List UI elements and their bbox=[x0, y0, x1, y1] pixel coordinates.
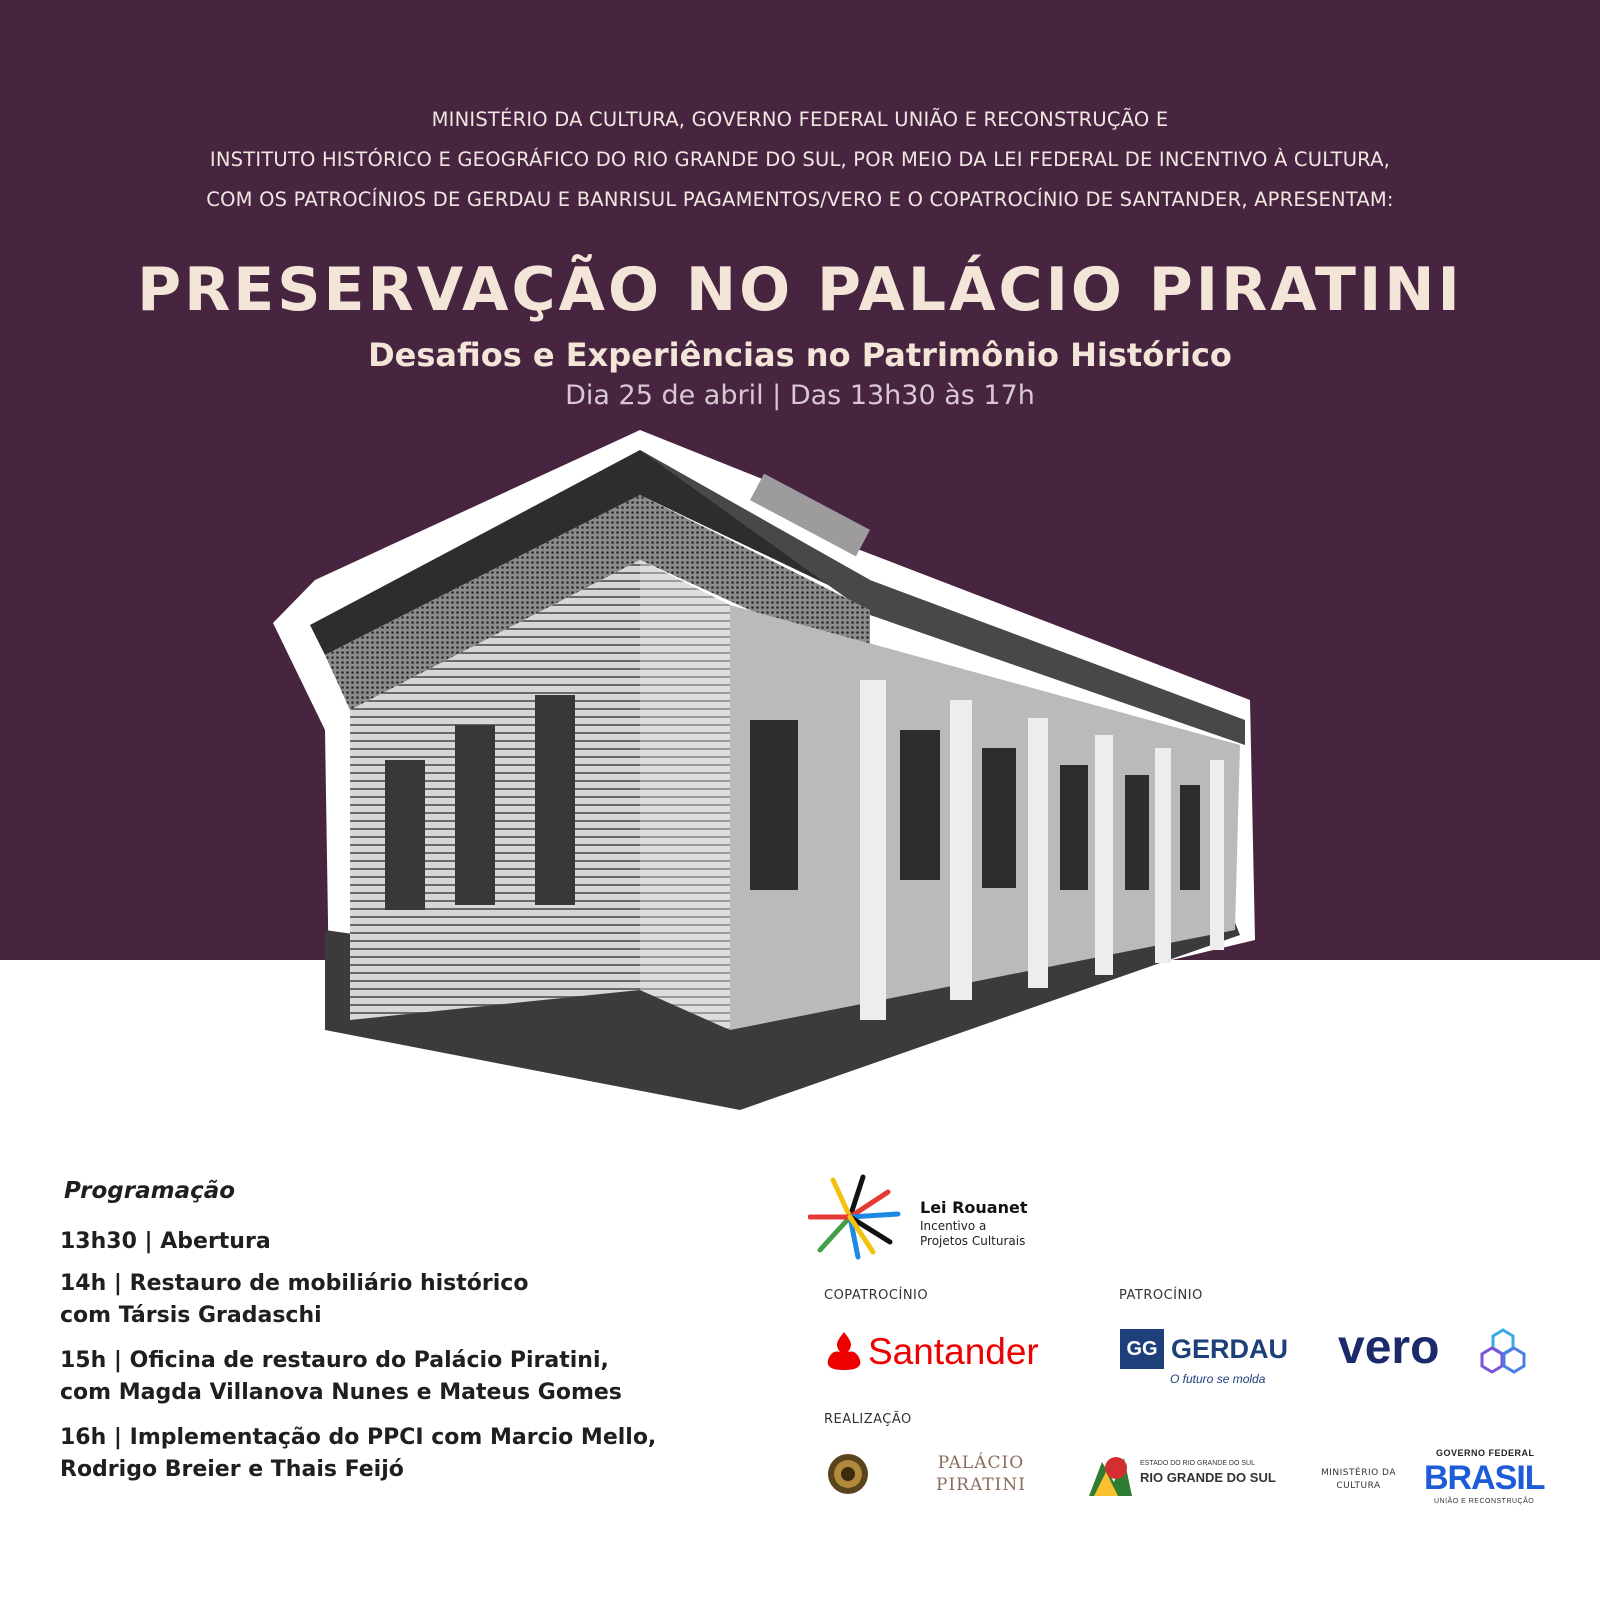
ministerio-cultura-logo bbox=[1321, 1467, 1396, 1493]
palacio-piratini-logo bbox=[936, 1452, 1026, 1496]
ministerio-line1: MINISTÉRIO DA bbox=[1321, 1468, 1396, 1478]
schedule-line: Rodrigo Breier e Thais Feijó bbox=[60, 1457, 404, 1482]
ihgrgs-seal-icon bbox=[826, 1452, 870, 1496]
realizacao-label: REALIZAÇÃO bbox=[824, 1412, 912, 1427]
vero-hexagons-icon bbox=[1478, 1328, 1528, 1374]
palacio-logo-line1: PALÁCIO bbox=[937, 1453, 1025, 1473]
vero-logo: vero bbox=[1338, 1321, 1440, 1374]
gerdau-tagline: O futuro se molda bbox=[1170, 1372, 1266, 1386]
brasil-wordmark-text: BRASIL bbox=[1424, 1459, 1545, 1497]
schedule-line: 15h | Oficina de restauro do Palácio Piratini, bbox=[60, 1348, 609, 1373]
programacao-heading: Programação bbox=[64, 1178, 236, 1204]
schedule-line: 16h | Implementação do PPCI com Marcio Mello, bbox=[60, 1425, 657, 1450]
palacio-piratini-illustration bbox=[270, 430, 1290, 1130]
uniao-reconstrucao-label: UNIÃO E RECONSTRUÇÃO bbox=[1434, 1498, 1535, 1505]
rs-government-emblem-icon bbox=[1084, 1452, 1134, 1498]
governo-federal-label: GOVERNO FEDERAL bbox=[1436, 1448, 1535, 1458]
rs-logo-top: ESTADO DO RIO GRANDE DO SUL bbox=[1140, 1460, 1255, 1467]
schedule-item bbox=[60, 1226, 271, 1258]
intro-line-1: MINISTÉRIO DA CULTURA, GOVERNO FEDERAL UNIÃO E RECONSTRUÇÃO E bbox=[431, 108, 1169, 131]
rs-logo-main: RIO GRANDE DO SUL bbox=[1140, 1470, 1276, 1485]
patrocinio-label: PATROCÍNIO bbox=[1119, 1288, 1203, 1303]
event-date: Dia 25 de abril | Das 13h30 às 17h bbox=[565, 380, 1035, 411]
intro-text bbox=[0, 100, 1600, 220]
gerdau-logo: GERDAU bbox=[1171, 1334, 1289, 1364]
event-title: PRESERVAÇÃO NO PALÁCIO PIRATINI bbox=[137, 255, 1463, 325]
event-subtitle: Desafios e Experiências no Patrimônio Histórico bbox=[368, 336, 1232, 374]
schedule-item bbox=[60, 1345, 622, 1409]
palacio-logo-line2: PIRATINI bbox=[936, 1475, 1026, 1495]
schedule-item bbox=[60, 1268, 528, 1332]
gerdau-mark-icon: GG bbox=[1120, 1329, 1164, 1369]
copatrocinio-label: COPATROCÍNIO bbox=[824, 1288, 929, 1303]
schedule-line: 14h | Restauro de mobiliário histórico bbox=[60, 1271, 529, 1296]
schedule-line: 13h30 | Abertura bbox=[60, 1229, 271, 1254]
lei-rouanet-line1: Incentivo a bbox=[920, 1219, 987, 1233]
lei-rouanet-line2: Projetos Culturais bbox=[920, 1234, 1026, 1248]
schedule-line: com Társis Gradaschi bbox=[60, 1303, 322, 1328]
brasil-wordmark bbox=[1424, 1459, 1545, 1497]
schedule-line: com Magda Villanova Nunes e Mateus Gomes bbox=[60, 1380, 622, 1405]
santander-logo: Santander bbox=[868, 1331, 1039, 1372]
santander-flame-icon bbox=[824, 1330, 864, 1372]
ministerio-line2: CULTURA bbox=[1336, 1481, 1381, 1491]
lei-rouanet-icon bbox=[808, 1172, 908, 1262]
intro-line-2: INSTITUTO HISTÓRICO E GEOGRÁFICO DO RIO GRANDE DO SUL, POR MEIO DA LEI FEDERAL DE INCENTIVO À CULTURA, bbox=[209, 148, 1391, 171]
intro-line-3: COM OS PATROCÍNIOS DE GERDAU E BANRISUL PAGAMENTOS/VERO E O COPATROCÍNIO DE SANTANDER, APRESENTAM: bbox=[206, 188, 1394, 211]
lei-rouanet-name: Lei Rouanet bbox=[920, 1198, 1028, 1217]
schedule-item bbox=[60, 1422, 656, 1486]
